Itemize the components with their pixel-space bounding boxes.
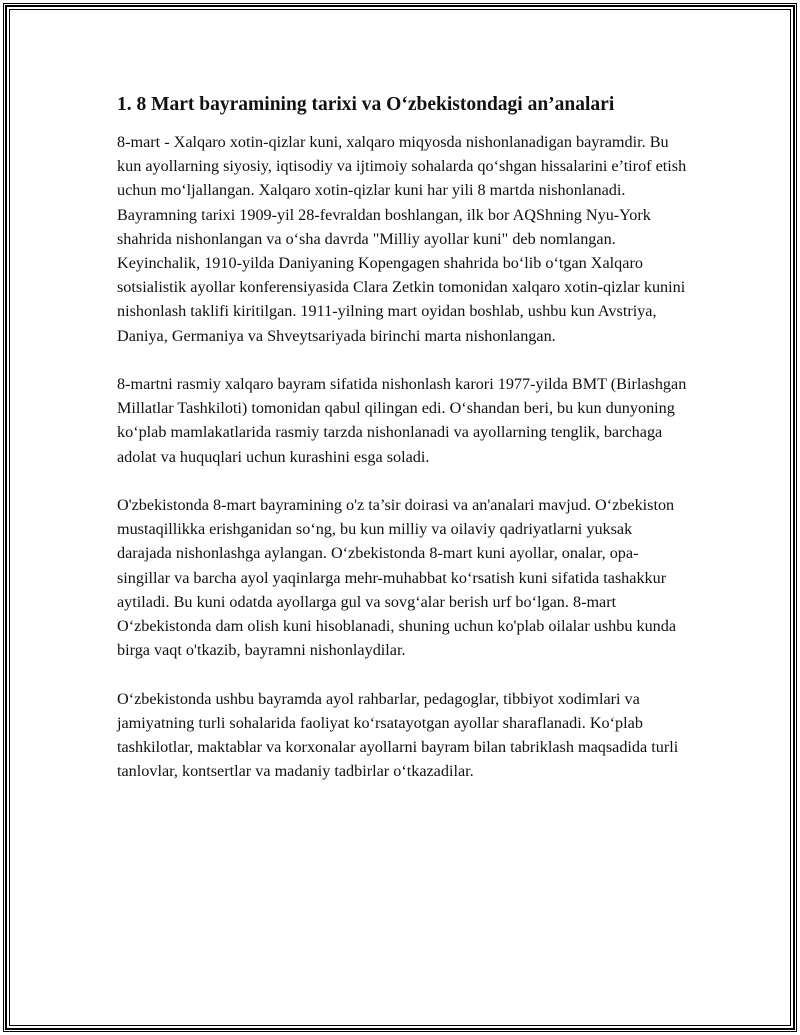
paragraph-history: 8-mart - Xalqaro xotin-qizlar kuni, xalqaro miqyosda nishonlanadigan bayramdir. Bu kun ayollarning siyosiy, iqtisodiy va ijtimoiy sohalarda qo‘shgan hissalarini e’tirof etish uchun mo‘ljallangan. Xalqaro xotin-qizlar kuni har yili 8 martda nishonlanadi. Bayramning tarixi 1909-yil 28-fevraldan boshlangan, ilk bor AQShning Nyu-York shahrida nishonlangan va o‘sha davrda "Milliy ayollar kuni" deb nomlangan. Keyinchalik, 1910-yilda Daniyaning Kopengagen shahrida bo‘lib o‘tgan Xalqaro sotsialistik ayollar konferensiyasida Clara Zetkin tomonidan xalqaro xotin-qizlar kunini nishonlash taklifi kiritilgan. 1911-yilning mart oyidan boshlab, ushbu kun Avstriya, Daniya, Germaniya va Shveytsariyada birinchi marta nishonlangan. (117, 133, 687, 345)
paragraph-un-recognition: 8-martni rasmiy xalqaro bayram sifatida nishonlash karori 1977-yilda BMT (Birlashgan Millatlar Tashkiloti) tomonidan qabul qilingan edi. O‘shandan beri, bu kun dunyoning ko‘plab mamlakatlarida rasmiy tarzda nishonlanadi va ayollarning tenglik, barchaga adolat va huquqlari uchun kurashini esga soladi. (117, 375, 687, 466)
document-body (117, 92, 687, 808)
paragraph-uzbekistan-traditions: O'zbekistonda 8-mart bayramining o'z ta’sir doirasi va an'analari mavjud. O‘zbekiston mustaqillikka erishganidan so‘ng, bu kun milliy va oilaviy qadriyatlarni yuksak darajada nishonlashga aylangan. O‘zbekistonda 8-mart kuni ayollar, onalar, opa-singillar va barcha ayol yaqinlarga mehr-muhabbat ko‘rsatish kuni sifatida tashakkur aytiladi. Bu kuni odatda ayollarga gul va sovg‘alar berish urf bo‘lgan. 8-mart O‘zbekistonda dam olish kuni hisoblanadi, shuning uchun ko'plab oilalar ushbu kunda birga vaqt o'tkazib, bayramni nishonlaydilar. (117, 496, 677, 660)
paragraph-honoring-women: O‘zbekistonda ushbu bayramda ayol rahbarlar, pedagoglar, tibbiyot xodimlari va jamiyatning turli sohalarida faoliyat ko‘rsatayotgan ayollar sharaflanadi. Ko‘plab tashkilotlar, maktablar va korxonalar ayollarni bayram bilan tabriklash maqsadida turli tanlovlar, kontsertlar va madaniy tadbirlar o‘tkazadilar. (117, 689, 679, 781)
section-title: 1. 8 Mart bayramining tarixi va O‘zbekistondagi an’analari (117, 94, 615, 115)
